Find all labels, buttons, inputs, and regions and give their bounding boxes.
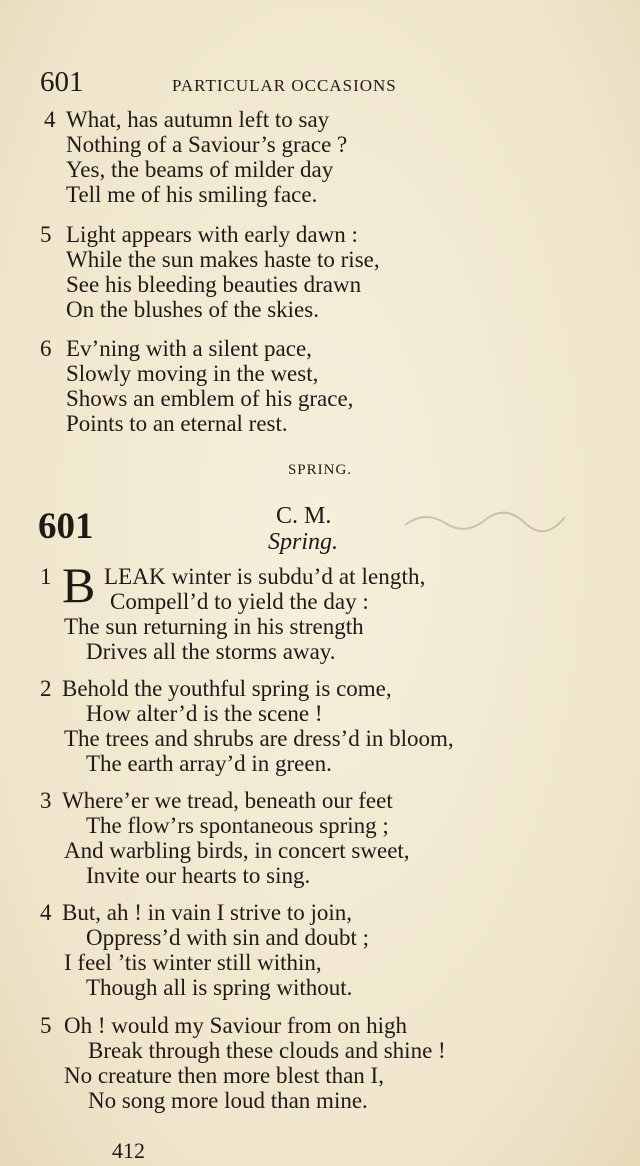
section-title: SPRING.: [287, 462, 353, 478]
hymn-meter: C. M.: [276, 503, 332, 529]
verse-line: While the sun makes haste to rise,: [66, 247, 380, 272]
verse-line: LEAK winter is subdu’d at length,: [104, 564, 426, 589]
verse-line: Compell’d to yield the day :: [110, 589, 369, 614]
verse-line: Though all is spring without.: [86, 975, 353, 1000]
stanza-number: 4: [44, 107, 56, 132]
verse-line: No song more loud than mine.: [88, 1088, 368, 1113]
verse-line: Behold the youthful spring is come,: [62, 676, 392, 701]
stanza-number: 3: [40, 788, 52, 813]
verse-line: The earth array’d in green.: [86, 751, 332, 776]
verse-line: Points to an eternal rest.: [66, 411, 288, 436]
verse-line: Break through these clouds and shine !: [88, 1038, 446, 1063]
footer-page-number: 412: [112, 1138, 145, 1163]
verse-line: See his bleeding beauties drawn: [66, 272, 362, 297]
verse-line: Slowly moving in the west,: [66, 361, 319, 386]
stanza-number: 6: [40, 336, 52, 361]
verse-line: Invite our hearts to sing.: [86, 863, 311, 888]
verse-line: Oh ! would my Saviour from on high: [64, 1013, 408, 1038]
hymn-number: 601: [38, 506, 94, 547]
header-page-number: 601: [40, 66, 84, 98]
verse-line: The flow’rs spontaneous spring ;: [86, 813, 389, 838]
stanza-number: 2: [40, 676, 52, 701]
stanza-number: 4: [40, 900, 52, 925]
verse-line: Oppress’d with sin and doubt ;: [86, 925, 370, 950]
verse-line: I feel ’tis winter still within,: [64, 950, 322, 975]
verse-line: Where’er we tread, beneath our feet: [62, 788, 393, 813]
stanza-number: 5: [40, 1013, 52, 1038]
verse-line: But, ah ! in vain I strive to join,: [62, 900, 353, 925]
ink-smudge: [400, 505, 570, 535]
verse-line: How alter’d is the scene !: [86, 701, 323, 726]
verse-line: Ev’ning with a silent pace,: [66, 336, 312, 361]
verse-line: The sun returning in his strength: [64, 614, 364, 639]
hymn-title: Spring.: [268, 529, 339, 555]
page-header: [40, 66, 600, 100]
verse-line: Drives all the storms away.: [86, 639, 336, 664]
running-title: PARTICULAR OCCASIONS: [172, 76, 397, 95]
verse-line: The trees and shrubs are dress’d in bloom,: [64, 726, 454, 751]
verse-line: Shows an emblem of his grace,: [66, 386, 354, 411]
verse-line: What, has autumn left to say: [66, 107, 330, 132]
drop-cap: B: [62, 557, 96, 613]
stanza-number: 1: [40, 564, 52, 589]
verse-line: On the blushes of the skies.: [66, 297, 319, 322]
verse-line: Yes, the beams of milder day: [66, 157, 334, 182]
verse-line: No creature then more blest than I,: [64, 1063, 384, 1088]
verse-line: Tell me of his smiling face.: [66, 182, 318, 207]
verse-line: And warbling birds, in concert sweet,: [64, 838, 410, 863]
verse-line: Nothing of a Saviour’s grace ?: [66, 132, 348, 157]
stanza-number: 5: [40, 222, 52, 247]
verse-line: Light appears with early dawn :: [66, 222, 358, 247]
